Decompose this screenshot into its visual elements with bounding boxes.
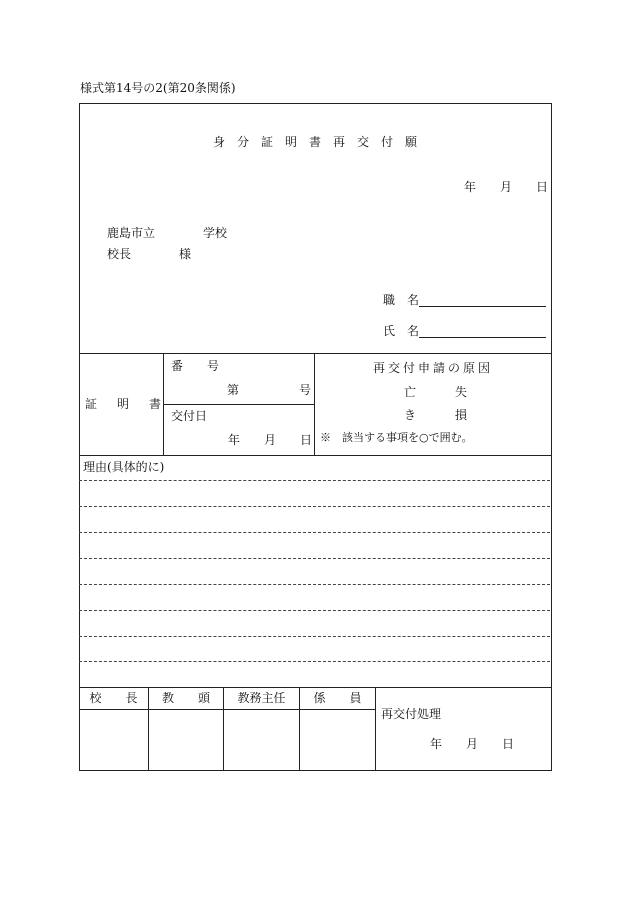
- vice-principal-stamp-area: [149, 710, 223, 770]
- principal-stamp-area: [79, 710, 148, 770]
- position-label: 職 名: [383, 293, 420, 307]
- name-blank-line: [419, 337, 546, 338]
- certificate-details-cell: [163, 354, 314, 455]
- approval-column-principal: [79, 688, 149, 771]
- certificate-number-label: 番 号: [171, 359, 220, 373]
- reason-writing-line: [79, 506, 550, 507]
- academic-affairs-stamp-area: [224, 710, 299, 770]
- reissue-processing-label: 再交付処理: [381, 707, 442, 721]
- certificate-label-cell: [79, 354, 166, 455]
- reason-writing-line: [79, 480, 550, 481]
- form-title: 身 分 証 明 書 再 交 付 願: [213, 135, 418, 149]
- reason-writing-line: [79, 532, 550, 533]
- approval-header-academic-affairs: 教務主任: [224, 688, 299, 710]
- reissue-application-form: [79, 103, 552, 771]
- reissue-cause-cell: [314, 354, 552, 455]
- addressee-school: 鹿島市立 学校: [107, 226, 228, 240]
- application-date: 年 月 日: [464, 180, 549, 194]
- reissue-processing-date: 年 月 日: [430, 737, 515, 751]
- approval-column-academic-affairs: [224, 688, 300, 771]
- staff-stamp-area: [300, 710, 375, 770]
- cause-option-damaged: き 損: [404, 408, 473, 422]
- reissue-cause-heading: 再交付申請の原因: [373, 361, 494, 375]
- reason-writing-line: [79, 558, 550, 559]
- approval-header-vice-principal: 教 頭: [149, 688, 223, 710]
- approval-section: [79, 687, 552, 771]
- certificate-number-value: 第 号: [227, 383, 312, 397]
- reason-section: [79, 455, 552, 687]
- certificate-issue-date-cell: [164, 405, 314, 455]
- request-section: [79, 103, 552, 353]
- approval-header-principal: 校 長: [79, 688, 148, 710]
- name-label: 氏 名: [383, 324, 420, 338]
- addressee-principal: 校長 様: [107, 247, 192, 261]
- reason-writing-line: [79, 661, 550, 662]
- form-number: 様式第14号の2(第20条関係): [80, 81, 236, 95]
- certificate-label: 証 明 書: [85, 397, 166, 411]
- cause-instruction-note: ※ 該当する事項を○で囲む。: [320, 431, 473, 444]
- certificate-section: [79, 353, 552, 455]
- reissue-processing-cell: [376, 688, 551, 771]
- approval-column-vice-principal: [149, 688, 224, 771]
- reason-writing-line: [79, 610, 550, 611]
- issue-date-value: 年 月 日: [228, 433, 313, 447]
- approval-column-staff: [300, 688, 376, 771]
- reason-label: 理由(具体的に): [83, 460, 165, 474]
- reason-writing-line: [79, 584, 550, 585]
- reason-writing-line: [79, 636, 550, 637]
- cause-option-lost: 亡 失: [404, 385, 473, 399]
- approval-header-staff: 係 員: [300, 688, 375, 710]
- certificate-number-cell: [164, 354, 314, 405]
- position-blank-line: [419, 306, 546, 307]
- issue-date-label: 交付日: [171, 409, 208, 423]
